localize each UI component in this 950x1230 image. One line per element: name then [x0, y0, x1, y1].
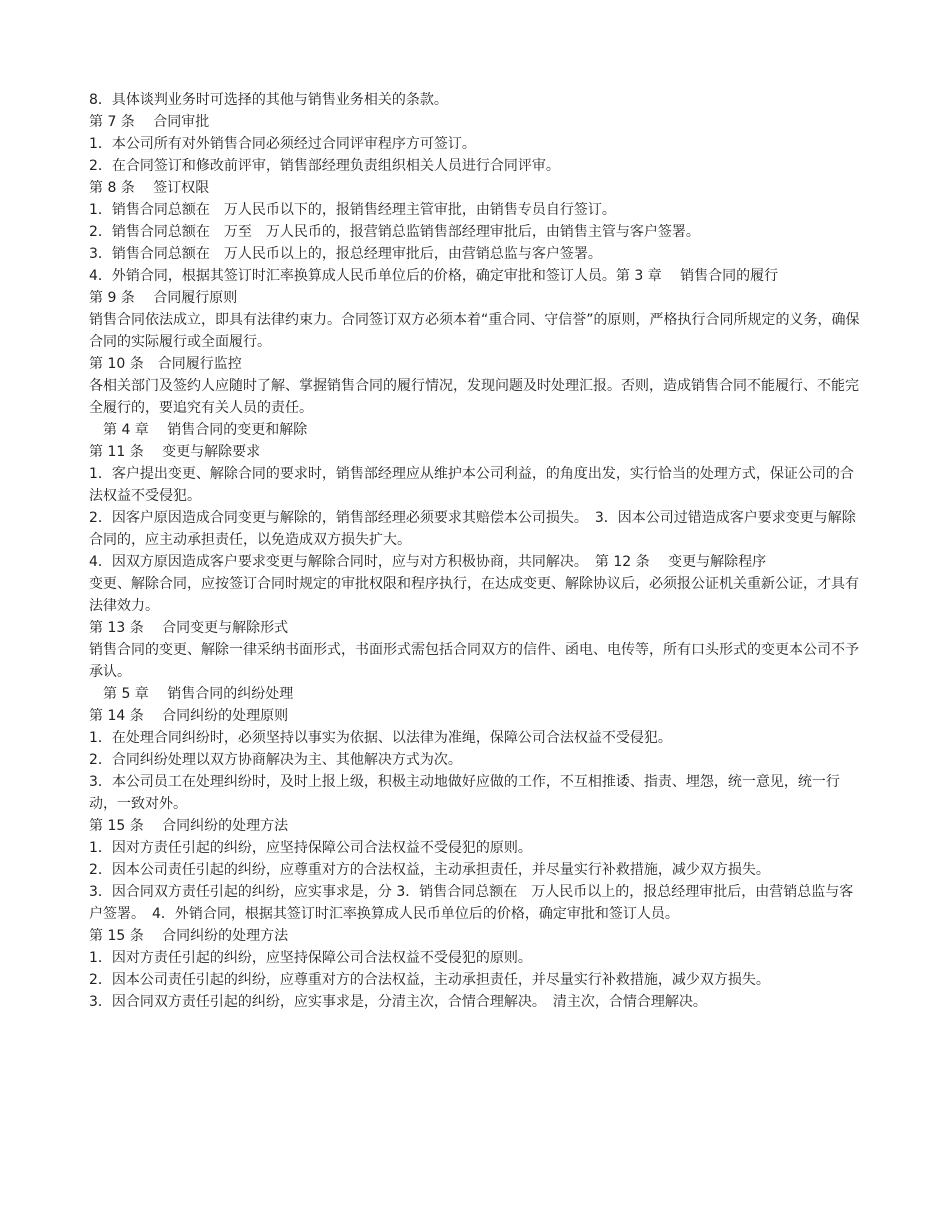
list-item-8-other-clauses: 8．具体谈判业务时可选择的其他与销售业务相关的条款。 — [89, 92, 448, 108]
list-item: 1．客户提出变更、解除合同的要求时，销售部经理应从维护本公司利益，的角度出发，实行恰当的处理方式，保证公司的合法权益不受侵犯。 — [89, 466, 854, 504]
article-9-heading: 第 9 条 合同履行原则 — [89, 290, 238, 306]
list-item: 3．本公司员工在处理纠纷时，及时上报上级，积极主动地做好应做的工作，不互相推诿、指责、埋怨，统一意见，统一行动，一致对外。 — [89, 774, 840, 812]
article-15-heading-repeat: 第 15 条 合同纠纷的处理方法 — [89, 928, 289, 944]
list-item: 1．因对方责任引起的纠纷，应坚持保障公司合法权益不受侵犯的原则。 — [89, 950, 532, 966]
list-item: 3．因合同双方责任引起的纠纷，应实事求是，分清主次，合情合理解决。 清主次，合情合理解决。 — [89, 994, 707, 1010]
body-paragraph: 各相关部门及签约人应随时了解、掌握销售合同的履行情况，发现问题及时处理汇报。否则，造成销售合同不能履行、不能完全履行的，要追究有关人员的责任。 — [89, 378, 859, 416]
body-paragraph: 变更、解除合同，应按签订合同时规定的审批权限和程序执行，在达成变更、解除协议后，必须报公证机关重新公证，才具有法律效力。 — [89, 576, 859, 614]
list-item: 2．销售合同总额在 万至 万人民币的，报营销总监销售部经理审批后，由销售主管与客户签署。 — [89, 224, 700, 240]
chapter-4-heading: 第 4 章 销售合同的变更和解除 — [89, 422, 308, 438]
article-15-heading: 第 15 条 合同纠纷的处理方法 — [89, 818, 289, 834]
article-13-heading: 第 13 条 合同变更与解除形式 — [89, 620, 289, 636]
list-item: 1．销售合同总额在 万人民币以下的，报销售经理主管审批，由销售专员自行签订。 — [89, 202, 616, 218]
body-paragraph: 销售合同的变更、解除一律采纳书面形式，书面形式需包括合同双方的信件、函电、电传等，所有口头形式的变更本公司不予承认。 — [89, 642, 859, 680]
list-item: 4．因双方原因造成客户要求变更与解除合同时，应与对方积极协商，共同解决。 第 12 条 变更与解除程序 — [89, 554, 767, 570]
chapter-5-heading: 第 5 章 销售合同的纠纷处理 — [89, 686, 294, 702]
list-item: 2．合同纠纷处理以双方协商解决为主、其他解决方式为次。 — [89, 752, 462, 768]
article-10-heading: 第 10 条 合同履行监控 — [89, 356, 242, 372]
list-item: 2．因本公司责任引起的纠纷，应尊重对方的合法权益，主动承担责任，并尽量实行补救措施，减少双方损失。 — [89, 862, 770, 878]
document-page — [89, 89, 861, 1013]
list-item: 2．因客户原因造成合同变更与解除的，销售部经理必须要求其赔偿本公司损失。 3．因本公司过错造成客户要求变更与解除合同的，应主动承担责任，以免造成双方损失扩大。 — [89, 510, 856, 548]
list-item: 2．因本公司责任引起的纠纷，应尊重对方的合法权益，主动承担责任，并尽量实行补救措施，减少双方损失。 — [89, 972, 770, 988]
list-item: 1．在处理合同纠纷时，必须坚持以事实为依据、以法律为准绳，保障公司合法权益不受侵犯。 — [89, 730, 672, 746]
article-11-heading: 第 11 条 变更与解除要求 — [89, 444, 261, 460]
list-item: 1．本公司所有对外销售合同必须经过合同评审程序方可签订。 — [89, 136, 476, 152]
list-item: 3．因合同双方责任引起的纠纷，应实事求是，分 3．销售合同总额在 万人民币以上的，报总经理审批后，由营销总监与客户签署。 4．外销合同，根据其签订时汇率换算成人民币单位后的价格，确定审批和签订人员。 — [89, 884, 854, 922]
list-item: 3．销售合同总额在 万人民币以上的，报总经理审批后，由营销总监与客户签署。 — [89, 246, 602, 262]
article-14-heading: 第 14 条 合同纠纷的处理原则 — [89, 708, 289, 724]
article-7-heading: 第 7 条 合同审批 — [89, 114, 210, 130]
list-item: 4．外销合同，根据其签订时汇率换算成人民币单位后的价格，确定审批和签订人员。第 3 章 销售合同的履行 — [89, 268, 779, 284]
body-paragraph: 销售合同依法成立，即具有法律约束力。合同签订双方必须本着“重合同、守信誉”的原则，严格执行合同所规定的义务，确保合同的实际履行或全面履行。 — [89, 312, 860, 350]
list-item: 1．因对方责任引起的纠纷，应坚持保障公司合法权益不受侵犯的原则。 — [89, 840, 532, 856]
list-item: 2．在合同签订和修改前评审，销售部经理负责组织相关人员进行合同评审。 — [89, 158, 560, 174]
article-8-heading: 第 8 条 签订权限 — [89, 180, 210, 196]
